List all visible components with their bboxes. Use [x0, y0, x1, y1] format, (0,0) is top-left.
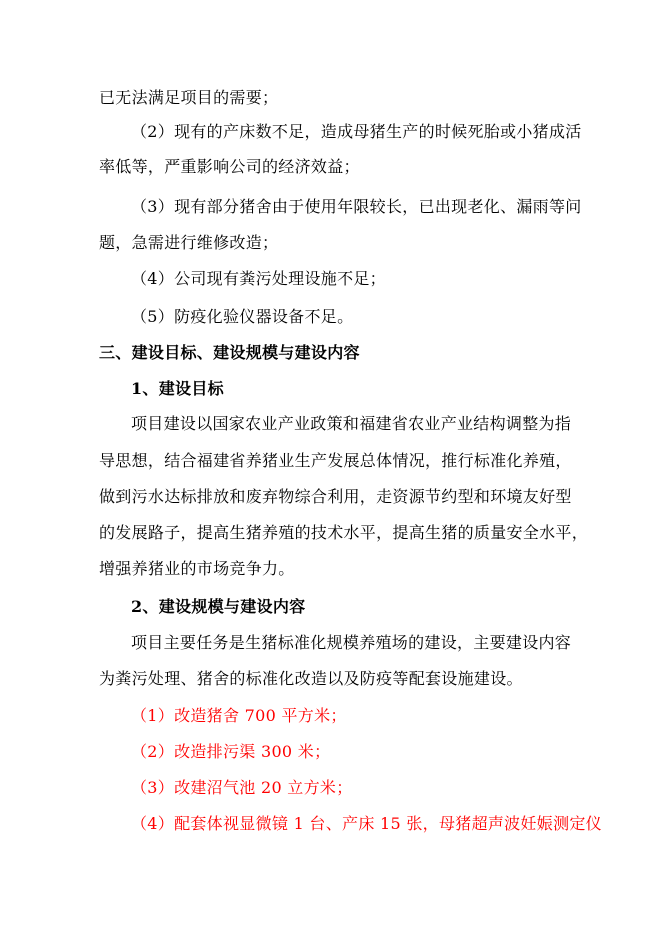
- goal-paragraph-line-2: 导思想，结合福建省养猪业生产发展总体情况，推行标准化养殖，: [99, 451, 572, 470]
- list-item-5: （5）防疫化验仪器设备不足。: [131, 307, 354, 326]
- goal-paragraph-line-3: 做到污水达标排放和废弃物综合利用，走资源节约型和环境友好型: [99, 487, 572, 506]
- list-item-3-line-2: 题，急需进行维修改造；: [99, 233, 279, 252]
- list-item-2-line-2: 率低等，严重影响公司的经济效益；: [99, 157, 360, 176]
- subsection-heading-2: 2、建设规模与建设内容: [131, 597, 306, 616]
- goal-paragraph-line-1: 项目建设以国家农业产业政策和福建省农业产业结构调整为指: [131, 414, 572, 433]
- goal-paragraph-line-5: 增强养猪业的市场竞争力。: [99, 559, 295, 578]
- construction-item-3: （3）改建沼气池 20 立方米；: [131, 778, 353, 797]
- list-item-3-line-1: （3）现有部分猪舍由于使用年限较长，已出现老化、漏雨等问: [131, 197, 582, 216]
- scope-paragraph-line-1: 项目主要任务是生猪标准化规模养殖场的建设，主要建设内容: [131, 633, 572, 652]
- construction-item-1: （1）改造猪舍 700 平方米；: [131, 706, 347, 725]
- scope-paragraph-line-2: 为粪污处理、猪舍的标准化改造以及防疫等配套设施建设。: [99, 669, 523, 688]
- subsection-heading-1: 1、建设目标: [131, 379, 224, 398]
- list-item-4: （4）公司现有粪污处理设施不足；: [131, 269, 386, 288]
- list-item-2-line-1: （2）现有的产床数不足，造成母猪生产的时候死胎或小猪成活: [131, 122, 582, 141]
- goal-paragraph-line-4: 的发展路子，提高生猪养殖的技术水平，提高生猪的质量安全水平，: [99, 523, 589, 542]
- construction-item-4: （4）配套体视显微镜 1 台、产床 15 张，母猪超声波妊娠测定仪: [131, 814, 602, 833]
- paragraph-continuation-line: 已无法满足项目的需要；: [99, 88, 279, 107]
- section-heading-3: 三、建设目标、建设规模与建设内容: [99, 343, 360, 362]
- construction-item-2: （2）改造排污渠 300 米；: [131, 742, 331, 761]
